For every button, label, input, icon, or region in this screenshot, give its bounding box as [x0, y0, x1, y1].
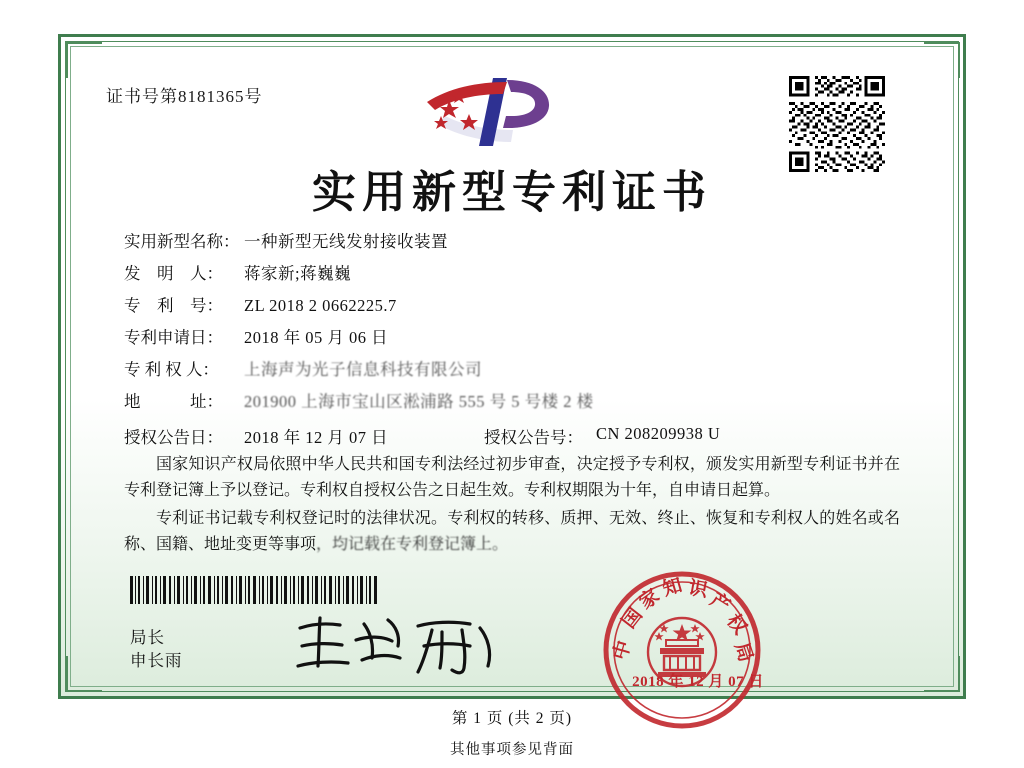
svg-text:家: 家: [635, 585, 664, 614]
svg-text:国: 国: [618, 604, 647, 633]
barcode: [130, 576, 380, 604]
field-row-patentee: [124, 356, 904, 388]
director-name: 申长雨: [130, 651, 183, 670]
grant-announcement-date: [124, 424, 484, 448]
field-label-grant-date: 授权公告日：: [124, 428, 223, 447]
field-value-patent-number: ZL 2018 2 0662225.7: [244, 296, 397, 315]
field-value-address: 201900 上海市宝山区淞浦路 555 号 5 号楼 2 楼: [244, 392, 594, 411]
field-label-inventor: 发 明 人：: [124, 264, 223, 283]
cnipa-emblem-icon: [415, 72, 580, 152]
legal-paragraph-1: 国家知识产权局依照中华人民共和国专利法经过初步审查，决定授予专利权，颁发实用新型专利证书并在专利登记簿上予以登记。专利权自授权公告之日起生效。专利权期限为十年，自申请日起算。: [124, 456, 900, 499]
corner-ornament-top-right: [924, 42, 960, 78]
field-label-invention-name: 实用新型名称：: [124, 232, 240, 251]
svg-text:产: 产: [706, 589, 734, 618]
certificate-fields: [124, 228, 904, 456]
svg-text:局: 局: [730, 640, 757, 665]
field-label-application-date: 专利申请日：: [124, 328, 223, 347]
page-number: 第 1 页 (共 2 页): [451, 710, 573, 727]
corner-ornament-bottom-left: [66, 656, 102, 692]
field-row-address: [124, 388, 904, 420]
svg-text:识: 识: [686, 577, 710, 602]
field-label-patentee: 专 利 权 人：: [124, 360, 219, 379]
director-signature: [292, 610, 512, 680]
field-value-patentee: 上海声为光子信息科技有限公司: [244, 360, 482, 379]
svg-text:权: 权: [722, 610, 751, 639]
svg-text:中: 中: [609, 638, 636, 663]
svg-text:知: 知: [660, 574, 685, 601]
field-label-grant-number: 授权公告号：: [484, 428, 583, 447]
field-label-patent-number: 专 利 号：: [124, 296, 223, 315]
legal-paragraph-2-tail: ，均记载在专利登记簿上。: [316, 536, 509, 553]
field-label-address: 地 址：: [124, 392, 223, 411]
field-row-name: [124, 228, 904, 260]
director-label: 局长: [130, 628, 165, 647]
corner-ornament-bottom-right: [924, 656, 960, 692]
field-value-inventor: 蒋家新;蒋巍巍: [244, 264, 352, 283]
legal-paragraph-2: [124, 506, 900, 558]
director-block: [130, 626, 183, 672]
field-value-application-date: 2018 年 05 月 06 日: [244, 328, 389, 347]
page-title: 实用新型专利证书: [312, 168, 712, 217]
corner-ornament-top-left: [66, 42, 102, 78]
field-value-invention-name: 一种新型无线发射接收装置: [244, 232, 448, 251]
legal-text-block: [124, 452, 900, 560]
grant-announcement-number: [484, 424, 720, 448]
footer-note: 其他事项参见背面: [450, 742, 574, 758]
legal-paragraph-2-main: 专利证书记载专利权登记时的法律状况。专利权的转移、质押、无效、终止、恢复和专利权人的姓名或名称、国籍、地址变更等事项: [124, 510, 900, 553]
certificate-number: 证书号第8181365号: [106, 87, 263, 106]
field-row-patent-number: [124, 292, 904, 324]
field-value-grant-date: 2018 年 12 月 07 日: [244, 428, 389, 447]
field-row-application-date: [124, 324, 904, 356]
field-value-grant-number: CN 208209938 U: [596, 424, 721, 443]
field-row-inventor: [124, 260, 904, 292]
seal-date: 2018 年 12 月 07 日: [632, 674, 764, 690]
